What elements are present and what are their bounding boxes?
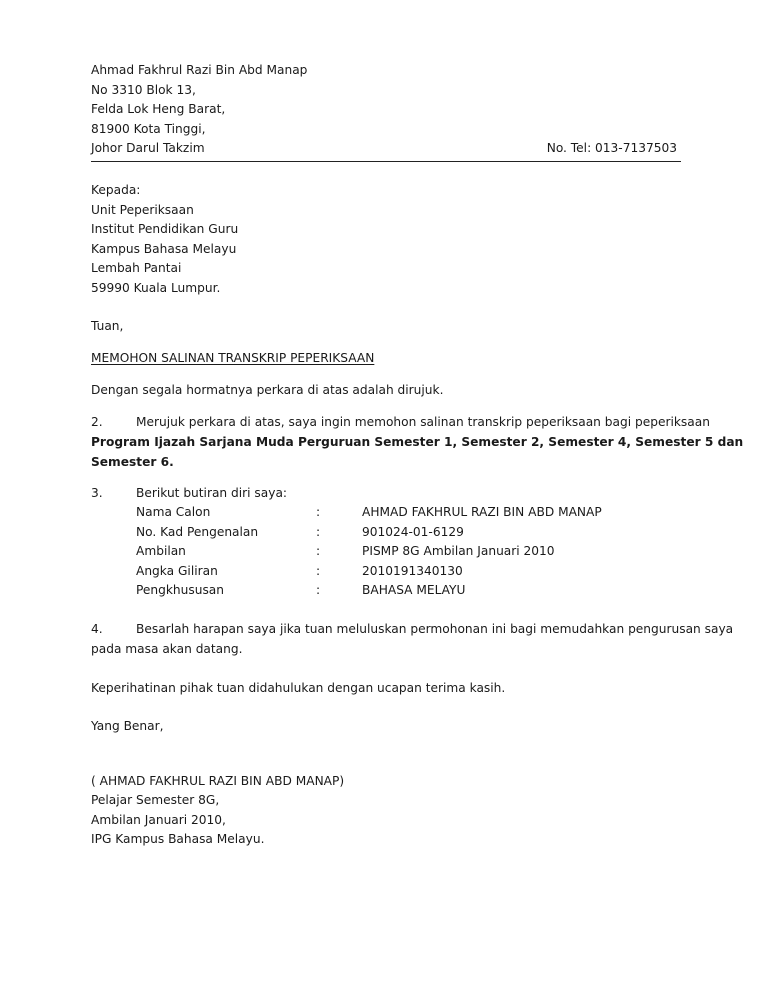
recipient-line: Unit Peperiksaan [91, 203, 194, 217]
sender-address-line: Johor Darul Takzim [91, 141, 205, 155]
paragraph-text: Merujuk perkara di atas, saya ingin memohon salinan transkrip peperiksaan bagi peperiksaan [136, 415, 710, 429]
recipient-line: Kampus Bahasa Melayu [91, 242, 237, 256]
signature-line: IPG Kampus Bahasa Melayu. [91, 832, 265, 846]
detail-value: AHMAD FAKHRUL RAZI BIN ABD MANAP [362, 505, 602, 519]
detail-value: 2010191340130 [362, 564, 463, 578]
detail-value: PISMP 8G Ambilan Januari 2010 [362, 544, 555, 558]
paragraph-2-line: Program Ijazah Sarjana Muda Perguruan Semester 1, Semester 2, Semester 4, Semester 5 dan [91, 435, 744, 449]
sender-phone: No. Tel: 013-7137503 [546, 141, 677, 155]
detail-separator: : [316, 564, 321, 578]
paragraph-number: 3. [91, 486, 103, 500]
salutation: Tuan, [91, 319, 124, 333]
paragraph-2-line: Semester 6. [91, 455, 174, 469]
paragraph-number: 4. [91, 622, 103, 636]
detail-value: 901024-01-6129 [362, 525, 464, 539]
paragraph-3-intro [91, 485, 287, 501]
detail-label: Angka Giliran [136, 564, 218, 578]
detail-label: Ambilan [136, 544, 186, 558]
reference-line: Dengan segala hormatnya perkara di atas adalah dirujuk. [91, 383, 444, 397]
paragraph-4-line: pada masa akan datang. [91, 642, 243, 656]
recipient-line: 59990 Kuala Lumpur. [91, 281, 221, 295]
signature-line: Ambilan Januari 2010, [91, 813, 226, 827]
detail-separator: : [316, 583, 321, 597]
recipient-line: Lembah Pantai [91, 261, 182, 275]
sender-name: Ahmad Fakhrul Razi Bin Abd Manap [91, 63, 308, 77]
recipient-heading: Kepada: [91, 183, 141, 197]
detail-label: Nama Calon [136, 505, 211, 519]
paragraph-text: Besarlah harapan saya jika tuan meluluskan permohonan ini bagi memudahkan pengurusan saya [136, 622, 734, 636]
detail-label: No. Kad Pengenalan [136, 525, 259, 539]
detail-separator: : [316, 525, 321, 539]
paragraph-2-line [91, 414, 710, 430]
closing: Yang Benar, [91, 719, 164, 733]
detail-separator: : [316, 544, 321, 558]
sender-address-line: Felda Lok Heng Barat, [91, 102, 226, 116]
detail-separator: : [316, 505, 321, 519]
paragraph-text: Berikut butiran diri saya: [136, 486, 288, 500]
recipient-line: Institut Pendidikan Guru [91, 222, 239, 236]
subject-heading: MEMOHON SALINAN TRANSKRIP PEPERIKSAAN [91, 351, 375, 365]
detail-label: Pengkhususan [136, 583, 224, 597]
detail-value: BAHASA MELAYU [362, 583, 466, 597]
paragraph-4-line [91, 621, 733, 637]
signature-line: Pelajar Semester 8G, [91, 793, 220, 807]
paragraph-number: 2. [91, 415, 103, 429]
sender-address-line: 81900 Kota Tinggi, [91, 122, 206, 136]
thanks-line: Keperihatinan pihak tuan didahulukan dengan ucapan terima kasih. [91, 681, 506, 695]
sender-address-line: No 3310 Blok 13, [91, 83, 196, 97]
signature-name: ( AHMAD FAKHRUL RAZI BIN ABD MANAP) [91, 774, 345, 788]
header-divider [91, 161, 681, 162]
